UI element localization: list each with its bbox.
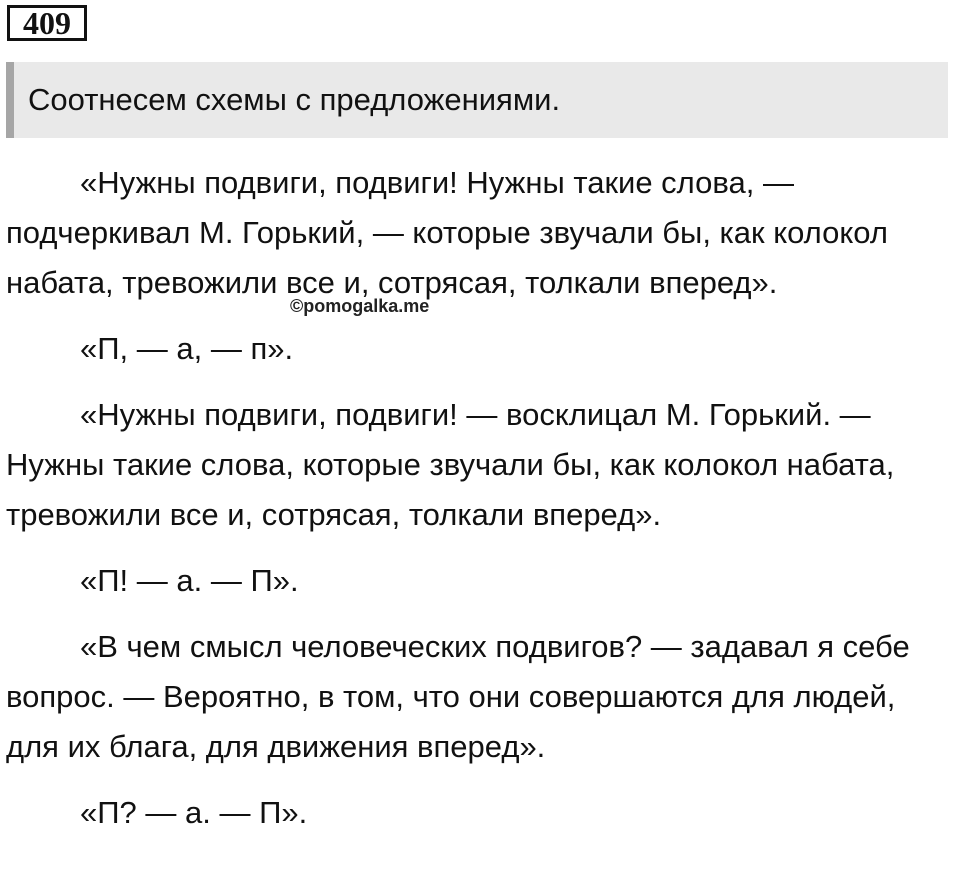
task-content <box>6 158 946 854</box>
sentence-1: «Нужны подвиги, подвиги! Нужны такие слова, — подчеркивал М. Горький, — которые звучали бы, как колокол набата, тревожили все и, сотрясая, толкали вперед». <box>6 165 888 300</box>
scheme-2: «П! — а. — П». <box>80 563 299 598</box>
scheme-3: «П? — а. — П». <box>80 795 308 830</box>
task-header-text: Соотнесем схемы с предложениями. <box>28 82 561 117</box>
task-header <box>6 62 948 138</box>
sentence-2: «Нужны подвиги, подвиги! — восклицал М. Горький. — Нужны такие слова, которые звучали бы, как колокол набата, тревожили все и, сотрясая, толкали вперед». <box>6 397 895 532</box>
task-number: 409 <box>7 5 87 41</box>
watermark: ©pomogalka.me <box>290 296 430 316</box>
scheme-1: «П, — а, — п». <box>80 331 294 366</box>
sentence-3: «В чем смысл человеческих подвигов? — задавал я себе вопрос. — Вероятно, в том, что они совершаются для людей, для их блага, для движения вперед». <box>6 629 910 764</box>
